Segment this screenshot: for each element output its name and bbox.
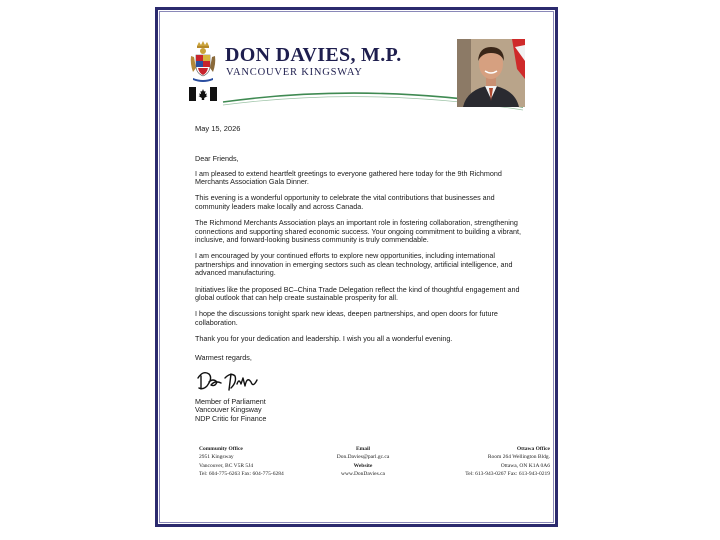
community-address-line: 2951 Kingsway — [199, 454, 234, 461]
email-address-link[interactable]: Don.Davies@parl.gc.ca — [336, 454, 390, 461]
letter-page — [155, 7, 558, 527]
closing-line: Warmest regards, — [195, 353, 252, 362]
website-heading: Website — [353, 462, 373, 469]
salutation: Dear Friends, — [195, 154, 239, 163]
title-line: Vancouver Kingsway — [195, 405, 262, 415]
riding-subheading: VANCOUVER KINGSWAY — [226, 67, 363, 78]
member-name-heading: DON DAVIES, M.P. — [225, 44, 402, 66]
body-paragraph: This evening is a wonderful opportunity to celebrate the vital contributions that businesses and community leaders make locally and across Canada. — [195, 193, 495, 211]
coat-of-arms-icon — [188, 40, 218, 84]
footer-ottawa-office — [423, 445, 550, 479]
title-line: Member of Parliament — [195, 397, 266, 406]
handwritten-signature — [195, 368, 261, 394]
body-paragraph: I am pleased to extend heartfelt greetings to everyone gathered here today for the 9th Richmond Merchants Association Gala Dinner. — [195, 168, 502, 187]
ottawa-phone: Tel: 613-943-0267 Fax: 613-943-0219 — [465, 471, 550, 478]
body-paragraph: Thank you for your dedication and leadership. I wish you all a wonderful evening. — [195, 333, 453, 343]
body-paragraph: The Richmond Merchants Association plays an important role in fostering collaboration, strengthening connections and supporting shared economic success. Your ongoing commitment to building a vibrant, inclusive, and forward-looking business community is truly commendable. — [195, 217, 522, 245]
letter-body — [195, 155, 527, 351]
community-address-line: Vancouver, BC V5R 5J4 — [199, 462, 254, 469]
ottawa-office-heading: Ottawa Office — [516, 446, 550, 452]
title-line: NDP Critic for Finance — [195, 413, 267, 423]
ottawa-address-line: Room 264 Wellington Bldg. — [487, 454, 550, 461]
footer-contact — [308, 445, 418, 479]
ottawa-address-line: Ottawa, ON K1A 0A6 — [500, 462, 550, 469]
letter-date: May 15, 2026 — [195, 124, 241, 133]
website-link[interactable]: www.DonDavies.ca — [341, 471, 385, 478]
body-paragraph: Initiatives like the proposed BC–China Trade Delegation reflect the kind of thoughtful engagement and global outlook that can help create sustainable prosperity for all. — [195, 284, 520, 303]
email-heading: Email — [355, 446, 371, 452]
signatory-titles — [195, 398, 266, 423]
body-paragraph: I am encouraged by your continued efforts to explore new opportunities, including international partnerships and innovation in emerging sectors such as clean technology, artificial intelligence, and advanced manufacturing. — [195, 251, 513, 278]
body-paragraph: I hope the discussions tonight spark new ideas, deepen partnerships, and open doors for future collaboration. — [195, 309, 498, 327]
footer-community-office — [199, 445, 284, 479]
community-phone: Tel: 604-775-6263 Fax: 604-775-6284 — [199, 471, 284, 478]
member-portrait-photo — [457, 39, 525, 107]
canada-flag-icon — [189, 87, 217, 101]
community-office-heading: Community Office — [199, 446, 243, 452]
